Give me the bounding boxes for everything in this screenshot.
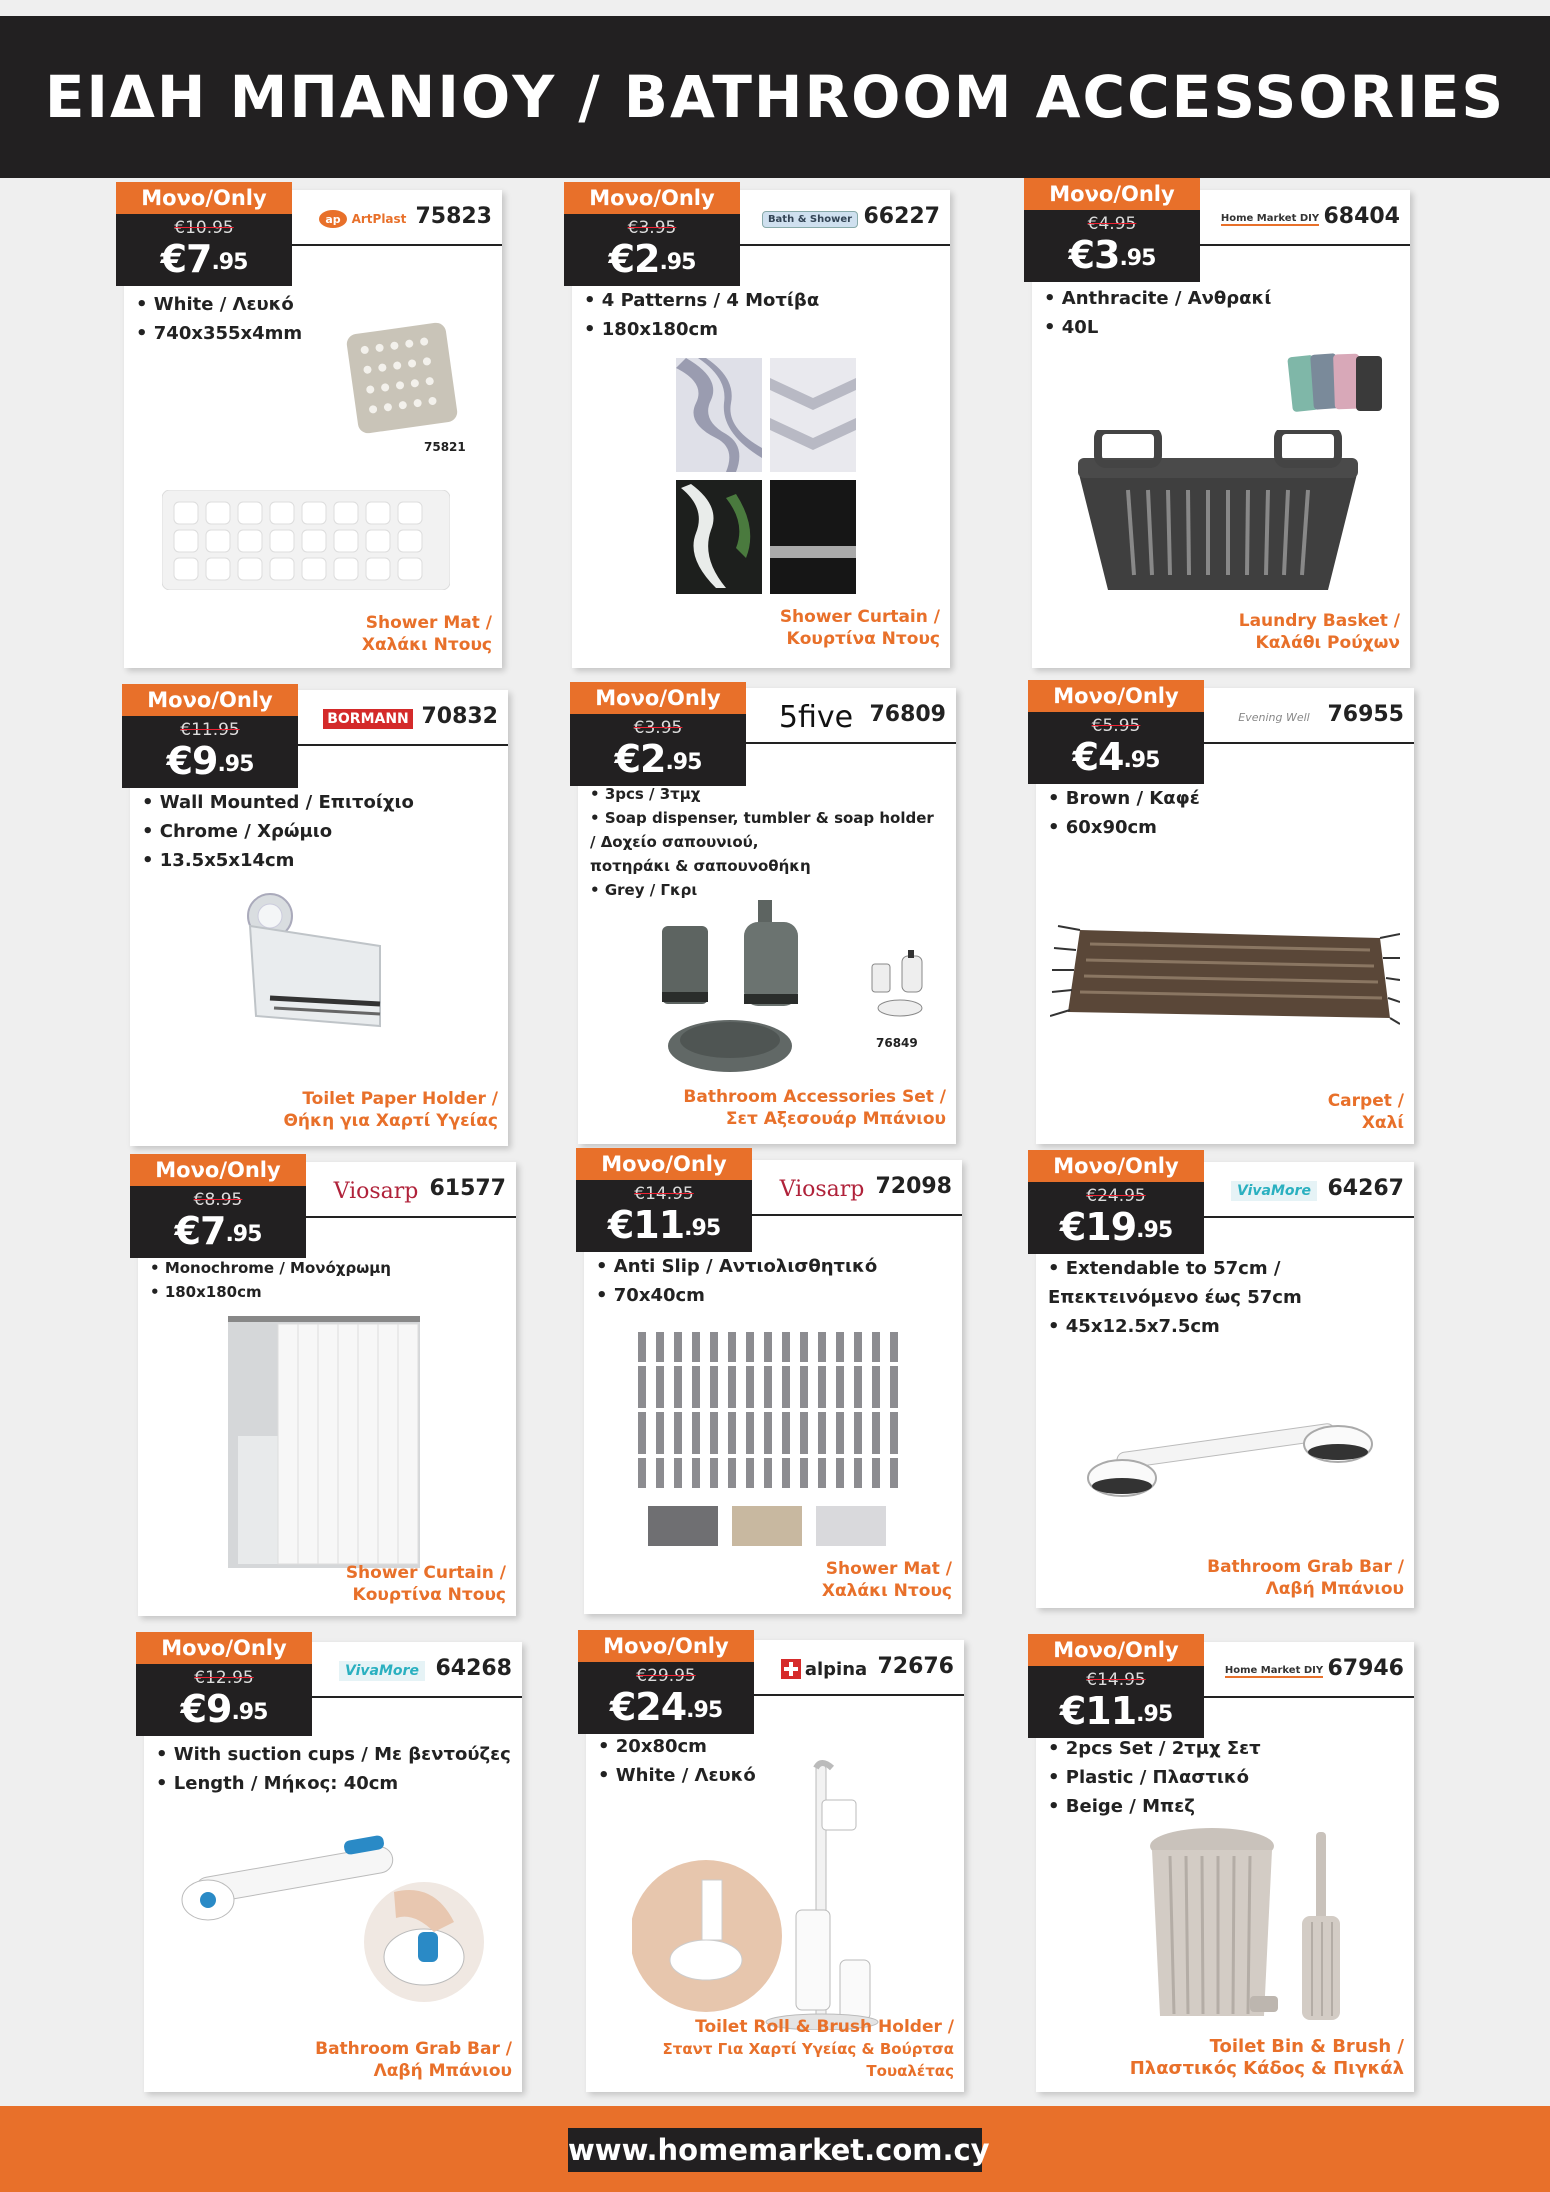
spec-item: • With suction cups / Με βεντούζες [156,1740,514,1769]
product-name: Toilet Roll & Brush Holder / Σταντ Για Χαρτί Υγείας & Βούρτσα Τουαλέτας [662,2017,954,2080]
product-card-64267[interactable] [1036,1154,1414,1608]
only-badge: Μονο/Only [136,1632,312,1664]
price-box [576,1180,752,1252]
divider [746,742,956,744]
old-price: €3.95 [633,718,683,738]
top-strip [0,0,1550,16]
spec-item: • Brown / Καφέ [1048,784,1406,813]
spec-item: • 13.5x5x14cm [142,846,500,875]
old-price: €14.95 [634,1184,694,1204]
current-price: $€2^{.95}$ [608,237,696,281]
product-code: 61577 [429,1176,506,1201]
product-name: Bathroom Accessories Set / Σετ Αξεσουάρ Μπάνιου [683,1087,946,1129]
anti-slip-mat-image [638,1332,898,1488]
basket-colors-image [1282,346,1392,426]
spec-item: • 180x180cm [584,315,942,344]
product-code: 68404 [1323,204,1400,229]
product-name: Shower Curtain / Κουρτίνα Ντους [345,1563,506,1605]
product-code: 72676 [877,1654,954,1679]
old-price: €29.95 [636,1666,696,1686]
brand-logo: Evening Well [1238,710,1310,724]
spec-list [1048,1734,1406,1821]
brand-logo: 5five [778,699,854,735]
spec-item: • 3pcs / 3τμχ [590,782,948,806]
divider [752,1214,962,1216]
bathroom-set-variant-image [868,950,938,1020]
divider [1204,1696,1414,1698]
price-box [570,714,746,786]
current-price: $€3^{.95}$ [1068,233,1156,277]
product-code: 70832 [421,704,498,729]
mat-color-variants-image [648,1506,898,1546]
price-box [564,214,740,286]
shower-mat-long-image [162,490,450,590]
spec-item: • 70x40cm [596,1281,954,1310]
price-box [116,214,292,286]
spec-item: • Soap dispenser, tumbler & soap holder [590,806,948,830]
product-name: Toilet Bin & Brush / Πλαστικός Κάδος & Πιγκάλ [1129,2036,1404,2079]
carpet-image [1050,920,1400,1030]
old-price: €5.95 [1091,716,1141,736]
only-badge: Μονο/Only [116,182,292,214]
toilet-roll-stand-image [632,1760,902,2030]
suction-grab-bar-image [174,1822,494,2002]
spec-item: • 180x180cm [150,1280,508,1304]
price-box [1028,1182,1204,1254]
bathroom-set-image [658,896,818,1076]
only-badge: Μονο/Only [1028,1634,1204,1666]
product-code: 72098 [875,1174,952,1199]
product-name: Laundry Basket / Καλάθι Ρούχων [1238,611,1400,653]
spec-list [590,782,948,902]
product-code: 66227 [863,204,940,229]
spec-list [596,1252,954,1310]
product-code: 76809 [869,702,946,727]
spec-item: • White / Λευκό [598,1761,956,1790]
current-price: $€7^{.95}$ [160,237,248,281]
spec-item: • Beige / Μπεζ [1048,1792,1406,1821]
divider [754,1694,964,1696]
current-price: $€7^{.95}$ [174,1209,262,1253]
divider [1200,244,1410,246]
product-name: Bathroom Grab Bar / Λαβή Μπάνιου [1207,1557,1404,1599]
variant-code: 75821 [424,440,466,454]
spec-item: • Extendable to 57cm / [1048,1254,1406,1283]
product-card-70832[interactable] [130,690,508,1146]
page-title: ΕΙΔΗ ΜΠΑΝΙΟΥ / BATHROOM ACCESSORIES [44,63,1506,131]
product-name: Carpet / Χαλί [1327,1091,1404,1133]
shower-mat-square-image [344,320,460,436]
only-badge: Μονο/Only [122,684,298,716]
old-price: €24.95 [1086,1186,1146,1206]
product-card-64268[interactable] [144,1636,522,2092]
only-badge: Μονο/Only [1028,1150,1204,1182]
brand-logo: Bath & Shower [754,204,866,234]
price-box [1028,1666,1204,1738]
only-badge: Μονο/Only [564,182,740,214]
price-box [122,716,298,788]
divider [292,244,502,246]
current-price: $€9^{.95}$ [180,1687,268,1731]
product-card-67946[interactable] [1036,1638,1414,2092]
product-name: Bathroom Grab Bar / Λαβή Μπάνιου [315,2039,512,2081]
spec-item: • 60x90cm [1048,813,1406,842]
current-price: $€19^{.95}$ [1059,1205,1173,1249]
product-card-72676[interactable] [586,1634,964,2092]
spec-list [156,1740,514,1798]
divider [1204,742,1414,744]
artplast-logo-icon [318,209,348,229]
spec-item: • Chrome / Χρώμιο [142,817,500,846]
toilet-bin-brush-image [1146,1826,1356,2026]
price-box [136,1664,312,1736]
only-badge: Μονο/Only [130,1154,306,1186]
divider [1204,1216,1414,1218]
spec-item: / Δοχείο σαπουνιού, [590,833,759,851]
product-code: 75823 [415,204,492,229]
old-price: €14.95 [1086,1670,1146,1690]
spec-item: • 740x355x4mm [136,319,494,348]
price-box [130,1186,306,1258]
product-card-75823[interactable] [124,186,502,668]
product-name: Toilet Paper Holder / Θήκη για Χαρτί Υγείας [283,1089,498,1131]
spec-item: • 45x12.5x7.5cm [1048,1312,1406,1341]
grab-bar-image [1076,1398,1376,1508]
spec-item: • Anthracite / Ανθρακί [1044,284,1402,313]
spec-item: • 2pcs Set / 2τμχ Σετ [1048,1734,1406,1763]
laundry-basket-image [1068,430,1368,600]
divider [740,244,950,246]
spec-list [584,286,942,344]
spec-item: • Length / Μήκος: 40cm [156,1769,514,1798]
only-badge: Μονο/Only [1024,178,1200,210]
old-price: €8.95 [193,1190,243,1210]
white-shower-curtain-image [228,1316,420,1568]
alpina-logo-icon [781,1659,801,1679]
product-card-66227[interactable] [572,186,950,668]
product-name: Shower Mat / Χαλάκι Ντους [361,613,492,655]
current-price: $€4^{.95}$ [1072,735,1160,779]
brand-logo: Home Market DIY [1224,1664,1324,1676]
product-card-76955[interactable] [1036,684,1414,1144]
old-price: €11.95 [180,720,240,740]
current-price: $€11^{.95}$ [607,1203,721,1247]
svg-text:ap: ap [324,213,341,226]
only-badge: Μονο/Only [1028,680,1204,712]
spec-item: • 40L [1044,313,1402,342]
price-box [1024,210,1200,282]
old-price: €12.95 [194,1668,254,1688]
divider [312,1696,522,1698]
product-card-76809[interactable] [578,688,956,1144]
product-code: 64267 [1327,1176,1404,1201]
page-header [0,16,1550,178]
toilet-paper-holder-image [230,886,400,1036]
spec-item: ποτηράκι & σαπουνοθήκη [590,857,811,875]
brand-logo: VivaMore [1218,1176,1330,1206]
spec-item: • Plastic / Πλαστικό [1048,1763,1406,1792]
product-code: 76955 [1327,702,1404,727]
only-badge: Μονο/Only [570,682,746,714]
variant-code: 76849 [876,1036,918,1050]
shower-curtain-patterns-image [676,358,856,594]
brand-logo: VivaMore [326,1656,438,1686]
price-box [578,1662,754,1734]
spec-item: • 4 Patterns / 4 Μοτίβα [584,286,942,315]
old-price: €4.95 [1087,214,1137,234]
only-badge: Μονο/Only [576,1148,752,1180]
product-code: 67946 [1327,1656,1404,1681]
spec-list [150,1256,508,1304]
spec-item: • 20x80cm [598,1732,956,1761]
product-card-72098[interactable] [584,1152,962,1614]
current-price: $€9^{.95}$ [166,739,254,783]
spec-item: • Anti Slip / Αντιολισθητικό [596,1252,954,1281]
brand-logo: Viosarp [779,1176,865,1202]
product-name: Shower Mat / Χαλάκι Ντους [821,1559,952,1601]
current-price: $€11^{.95}$ [1059,1689,1173,1733]
divider [298,744,508,746]
spec-list [1048,784,1406,842]
spec-list [1044,284,1402,342]
spec-item: • Wall Mounted / Επιτοίχιο [142,788,500,817]
spec-item: • Monochrome / Μονόχρωμη [150,1256,508,1280]
product-card-68404[interactable] [1032,182,1410,668]
spec-item: • White / Λευκό [136,290,494,319]
product-name: Shower Curtain / Κουρτίνα Ντους [779,607,940,649]
spec-item: Επεκτεινόμενο έως 57cm [1048,1287,1302,1308]
current-price: $€24^{.95}$ [609,1685,723,1729]
spec-list [1048,1254,1406,1341]
website-link[interactable]: www.homemarket.com.cy [568,2128,982,2172]
price-box [1028,712,1204,784]
current-price: $€2^{.95}$ [614,737,702,781]
product-code: 64268 [435,1656,512,1681]
spec-list [142,788,500,875]
old-price: €3.95 [627,218,677,238]
divider [306,1216,516,1218]
brand-logo: BORMANN [312,704,424,734]
brand-logo: ap ArtPlast [306,204,418,234]
old-price: €10.95 [174,218,234,238]
brand-logo: Home Market DIY [1220,212,1320,224]
page-footer [0,2106,1550,2192]
brand-logo: Viosarp [333,1178,419,1204]
brand-logo: alpina [768,1654,880,1684]
only-badge: Μονο/Only [578,1630,754,1662]
spec-item: • Grey / Γκρι [590,878,948,902]
product-card-61577[interactable] [138,1158,516,1616]
